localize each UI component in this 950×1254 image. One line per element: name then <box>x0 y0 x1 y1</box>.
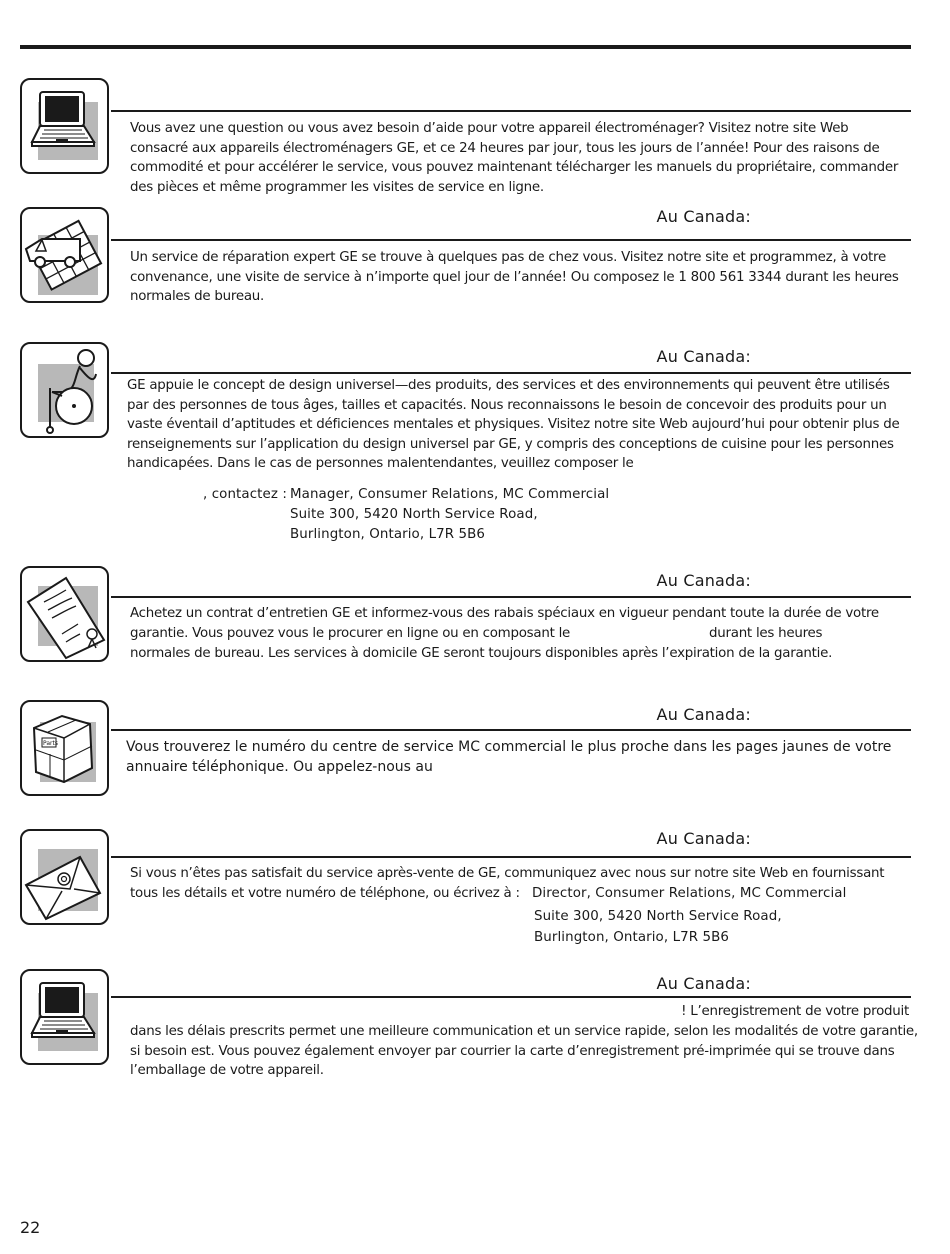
section-rule <box>111 996 911 998</box>
canada-heading: Au Canada: <box>656 347 751 366</box>
section-text: Vous trouverez le numéro du centre de service MC commercial le plus proche dans les pages jaunes de votre annuaire téléphonique. Ou appelez-nous au <box>126 739 892 775</box>
canada-heading: Au Canada: <box>656 207 751 226</box>
section-rule <box>111 239 911 241</box>
section-rule <box>111 729 911 731</box>
section-text-line: Achetez un contrat d’entretien GE et informez-vous des rabais spéciaux en vigueur pendant toute la durée de votre <box>130 606 879 621</box>
section-text: GE appuie le concept de design universel—des produits, des services et des environnements qui peuvent être utilisés par des personnes de tous âges, tailles et capacités. Nous reconnaissons le besoin de concevoir des produits pour un vaste éventail d’aptitudes et déficiences mentales et physiques. Visitez notre site Web aujourd’hui pour obtenir plus de renseignements sur l’application du design universel par GE, y compris des conceptions de cuisine pour les personnes handicapées. Dans le cas de personnes malentendantes, veuillez composer le <box>127 378 900 472</box>
section-text-line: ! L’enregistrement de votre produit <box>681 1004 909 1019</box>
address-line: Suite 300, 5420 North Service Road, <box>290 507 538 522</box>
address-line: Burlington, Ontario, L7R 5B6 <box>534 930 730 945</box>
svg-text:Parts: Parts <box>43 740 58 747</box>
contract-icon <box>20 566 109 662</box>
accessibility-icon <box>20 342 109 438</box>
top-rule <box>20 45 911 49</box>
laptop-icon <box>20 78 109 174</box>
section-text-line: tous les détails et votre numéro de téléphone, ou écrivez à : <box>130 886 520 901</box>
section-rule <box>111 596 911 598</box>
page-number: 22 <box>20 1218 41 1237</box>
canada-heading: Au Canada: <box>656 829 751 848</box>
address-line: Manager, Consumer Relations, MC Commercial <box>290 487 610 502</box>
address-line: Director, Consumer Relations, MC Commercial <box>532 886 847 901</box>
section-text-line: Si vous n’êtes pas satisfait du service après-vente de GE, communiquez avec nous sur notre site Web en fournissant <box>130 866 885 881</box>
section-rule <box>111 110 911 112</box>
canada-heading: Au Canada: <box>656 974 751 993</box>
section-text-line: garantie. Vous pouvez vous le procurer en ligne ou en composant le <box>130 626 571 641</box>
canada-heading: Au Canada: <box>656 705 751 724</box>
section-text: dans les délais prescrits permet une meilleure communication et un service rapide, selon les modalités de votre garantie, si besoin est. Vous pouvez également envoyer par courrier la carte d’enregistrement pré-imprimée qui se trouve dans l’emballage de votre appareil. <box>130 1024 918 1079</box>
canada-heading: Au Canada: <box>656 571 751 590</box>
section-text-line: durant les heures <box>709 626 823 641</box>
section-text: Un service de réparation expert GE se trouve à quelques pas de chez vous. Visitez notre site et programmez, à votre convenance, une visite de service à n’importe quel jour de l’année! Ou composez le 1 800 561 3344 durant les heures normales de bureau. <box>130 250 899 305</box>
laptop-icon <box>20 969 109 1065</box>
section-rule <box>111 372 911 374</box>
section-rule <box>111 856 911 858</box>
parts-box-icon <box>20 700 109 796</box>
address-line: Suite 300, 5420 North Service Road, <box>534 909 782 924</box>
envelope-icon <box>20 829 109 925</box>
contact-label: , contactez : <box>203 487 287 502</box>
address-line: Burlington, Ontario, L7R 5B6 <box>290 527 486 542</box>
section-text-line: normales de bureau. Les services à domicile GE seront toujours disponibles après l’expiration de la garantie. <box>130 646 833 661</box>
section-text: Vous avez une question ou vous avez besoin d’aide pour votre appareil électroménager? Visitez notre site Web consacré aux appareils électroménagers GE, et ce 24 heures par jour, tous les jours de l’année! Pour des raisons de commodité et pour accélérer le service, vous pouvez maintenant télécharger les manuels du propriétaire, commander des pièces et même programmer les visites de service en ligne. <box>130 121 899 195</box>
service-van-icon <box>20 207 109 303</box>
